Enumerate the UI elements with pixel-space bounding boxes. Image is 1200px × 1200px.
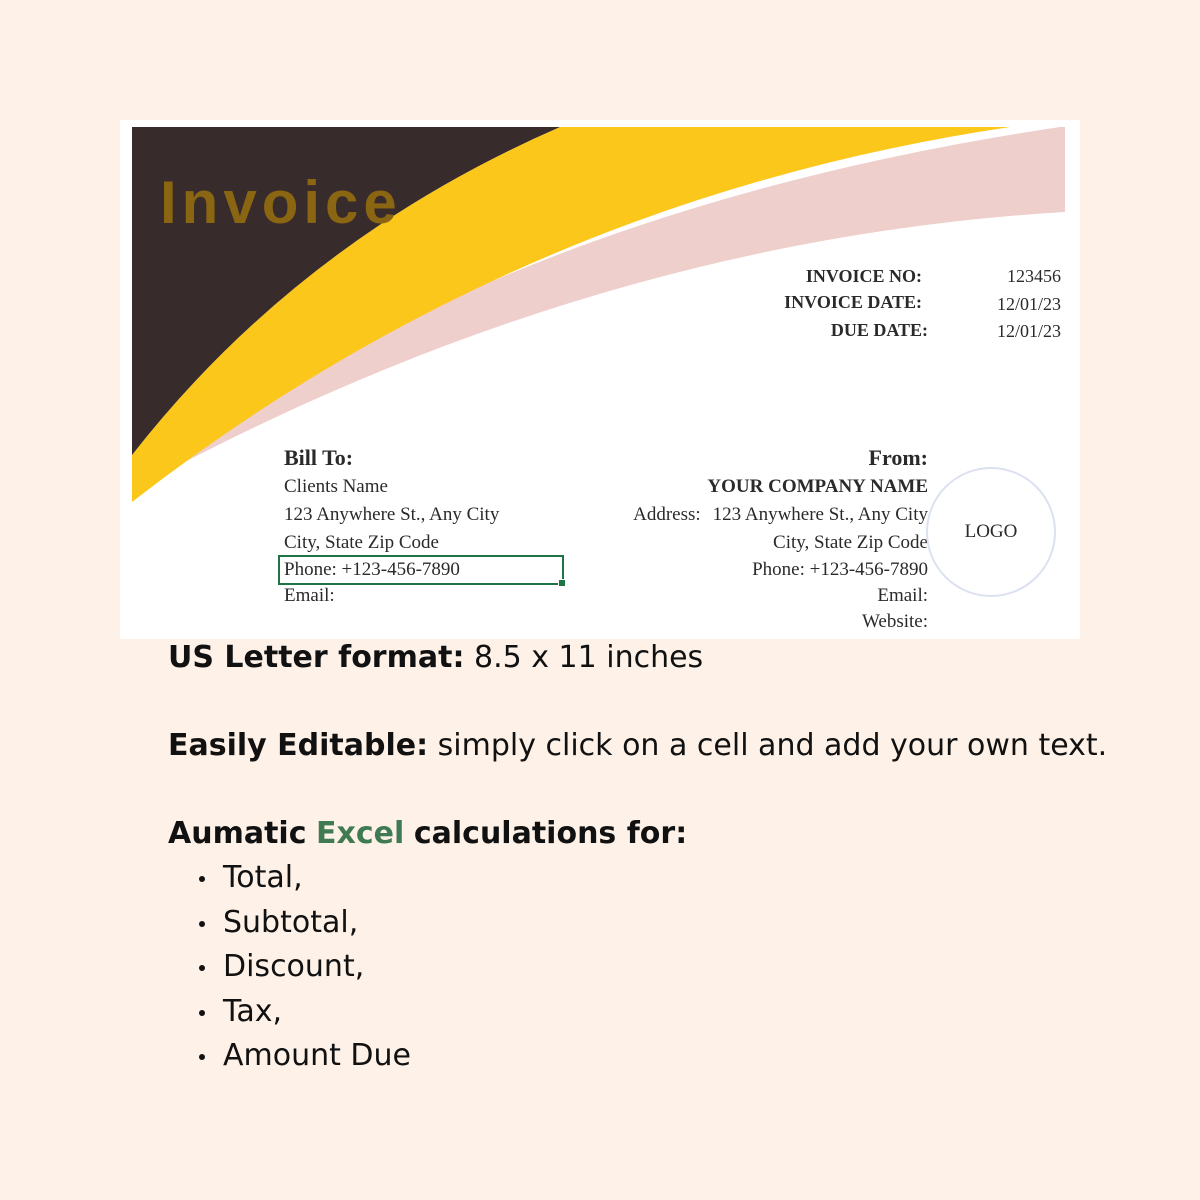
logo-text: LOGO <box>964 521 1018 542</box>
invoice-no-label: INVOICE NO: <box>805 266 922 286</box>
company-name-cell[interactable]: YOUR COMPANY NAME <box>707 476 928 497</box>
format-value: 8.5 x 11 inches <box>474 640 704 675</box>
invoice-no-value[interactable]: 123456 <box>1007 266 1061 286</box>
calc-suffix: calculations for: <box>413 816 688 851</box>
from-heading: From: <box>868 445 928 470</box>
company-city-cell[interactable]: City, State Zip Code <box>773 532 928 553</box>
list-item: Subtotal, <box>196 901 1107 946</box>
calculation-list <box>168 856 1107 1079</box>
selected-cell-outline[interactable] <box>278 555 564 585</box>
bullet-icon <box>199 1054 205 1060</box>
company-phone-cell[interactable]: Phone: +123-456-7890 <box>752 559 928 580</box>
features-section <box>168 636 1107 1079</box>
invoice-title: Invoice <box>160 169 402 236</box>
list-item: Amount Due <box>196 1034 1107 1079</box>
client-name-cell[interactable]: Clients Name <box>284 476 388 497</box>
invoice-date-label: INVOICE DATE: <box>784 292 922 312</box>
bullet-icon <box>199 876 205 882</box>
client-phone-cell[interactable]: Phone: +123-456-7890 <box>284 559 460 580</box>
company-website-cell[interactable]: Website: <box>861 611 928 632</box>
bullet-icon <box>199 921 205 927</box>
editable-line <box>168 724 1107 768</box>
bill-to-heading: Bill To: <box>284 445 354 470</box>
client-city-cell[interactable]: City, State Zip Code <box>284 532 439 553</box>
invoice-preview <box>120 120 1080 639</box>
from-section <box>633 444 928 635</box>
due-date-value[interactable]: 12/01/23 <box>996 321 1061 341</box>
client-street-cell[interactable]: 123 Anywhere St., Any City <box>284 504 500 525</box>
list-item: Tax, <box>196 990 1107 1035</box>
company-address-row[interactable] <box>633 501 928 529</box>
logo-placeholder[interactable] <box>926 467 1056 597</box>
invoice-date-value[interactable]: 12/01/23 <box>996 294 1061 314</box>
due-date-label: DUE DATE: <box>830 320 928 340</box>
editable-label: Easily Editable: <box>168 728 429 763</box>
bullet-icon <box>199 1010 205 1016</box>
list-item: Discount, <box>196 945 1107 990</box>
calc-prefix: Aumatic <box>168 816 307 851</box>
fill-handle[interactable] <box>558 579 566 587</box>
editable-value: simply click on a cell and add your own text. <box>437 728 1108 763</box>
company-street-cell[interactable]: 123 Anywhere St., Any City <box>712 504 928 525</box>
client-email-cell[interactable]: Email: <box>284 585 335 606</box>
format-line <box>168 636 1107 680</box>
address-label: Address: <box>633 504 701 525</box>
format-label: US Letter format: <box>168 640 465 675</box>
excel-word: Excel <box>316 816 405 851</box>
bullet-icon <box>199 965 205 971</box>
list-item: Total, <box>196 856 1107 901</box>
company-email-cell[interactable]: Email: <box>877 585 928 606</box>
calculations-heading <box>168 812 1107 856</box>
